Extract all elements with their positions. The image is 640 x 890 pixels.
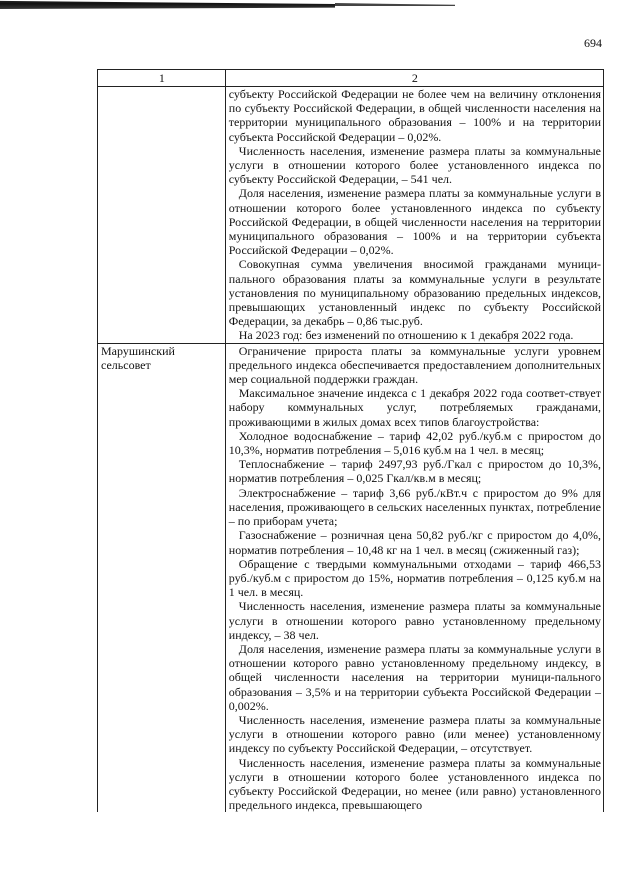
paragraph: Доля населения, изменение размера платы за коммунальные услуги в отношении которого более установленного индекса по субъекту Российской Федерации, в общей численности населения на территории муниципального образования – 100% и на территории субъекта Российской Федерации – 0,02%. xyxy=(228,186,601,258)
column-header-1: 1 xyxy=(98,70,226,87)
row-municipality-cell: Марушинский сельсовет xyxy=(98,343,226,812)
paragraph: Электроснабжение – тариф 3,66 руб./кВт.ч с приростом до 9% для населения, проживающего в сельских населенных пунктах, потребление – по приборам учета; xyxy=(228,485,601,529)
paragraph: Теплоснабжение – тариф 2497,93 руб./Гкал с приростом до 10,3%, норматив потребления – 0,025 Гкал/кв.м в месяц; xyxy=(228,457,601,486)
paragraph: Численность населения, изменение размера платы за коммунальные услуги в отношении которого более установленного индекса по субъекту Российской Федерации, но менее (или равно) установленного предельного индекса, превышающего xyxy=(228,755,601,813)
row-municipality-cell xyxy=(98,87,226,344)
table-row xyxy=(98,87,604,344)
column-header-2: 2 xyxy=(225,70,603,87)
paragraph: Ограничение прироста платы за коммунальные услуги уровнем предельного индекса обеспечивается предоставлением дополнительных мер социальной поддержки граждан. xyxy=(228,343,601,387)
table-header-row xyxy=(98,70,604,87)
paragraph: Газоснабжение – розничная цена 50,82 руб./кг с приростом до 4,0%, норматив потребления – 10,48 кг на 1 чел. в месяц (сжиженный газ); xyxy=(228,528,601,557)
paragraph: субъекту Российской Федерации не более чем на величину отклонения по субъекту Российской Федерации, в общей численности населения на территории муниципального образования – 100% и на территории субъекта Российской Федерации – 0,02%. xyxy=(228,87,601,144)
paragraph: На 2023 год: без изменений по отношению к 1 декабря 2022 года. xyxy=(238,328,574,343)
paragraph: Численность населения, изменение размера платы за коммунальные услуги в отношении которого равно (или менее) установленному индексу по субъекту Российской Федерации, – отсутствует. xyxy=(228,712,601,756)
paragraph: Численность населения, изменение размера платы за коммунальные услуги в отношении которого равно установленному предельному индексу, – 38 чел. xyxy=(228,599,601,642)
row-description-cell xyxy=(225,343,603,812)
paragraph: Доля населения, изменение размера платы за коммунальные услуги в отношении которого равно установленному предельному индексу, в общей численности населения на территории муници-пального образования – 3,5% и на территории субъекта Российской Федерации – 0,002%. xyxy=(228,641,601,713)
paragraph: Обращение с твердыми коммунальными отходами – тариф 466,53 руб./куб.м с приростом до 15%, норматив потребления – 0,125 куб.м на 1 чел. в месяц. xyxy=(228,556,601,600)
paragraph: Совокупная сумма увеличения вносимой гражданами муници-пального образования платы за коммунальные услуги в результате установления по муниципальному образованию предельных индексов, превышающих установленный индекс по субъекту Российской Федерации, за декабрь – 0,86 тыс.руб. xyxy=(228,257,601,329)
paragraph: Холодное водоснабжение – тариф 42,02 руб./куб.м с приростом до 10,3%, норматив потребления – 5,016 куб.м на 1 чел. в месяц; xyxy=(228,428,601,458)
document-table xyxy=(97,69,604,812)
page-number: 694 xyxy=(584,36,602,50)
paragraph: Максимальное значение индекса с 1 декабря 2022 года соответ-ствует набору коммунальных услуг, потребляемых гражданами, проживающими в жилых домах всех типов благоустройства: xyxy=(228,386,601,429)
paragraph: Численность населения, изменение размера платы за коммунальные услуги в отношении которого более установленного индекса по субъекту Российской Федерации, – 541 чел. xyxy=(228,143,601,187)
row-description-cell xyxy=(225,87,603,344)
scan-edge-artifact-tail xyxy=(335,3,455,6)
scan-edge-artifact xyxy=(0,0,335,9)
table-row xyxy=(98,343,604,812)
